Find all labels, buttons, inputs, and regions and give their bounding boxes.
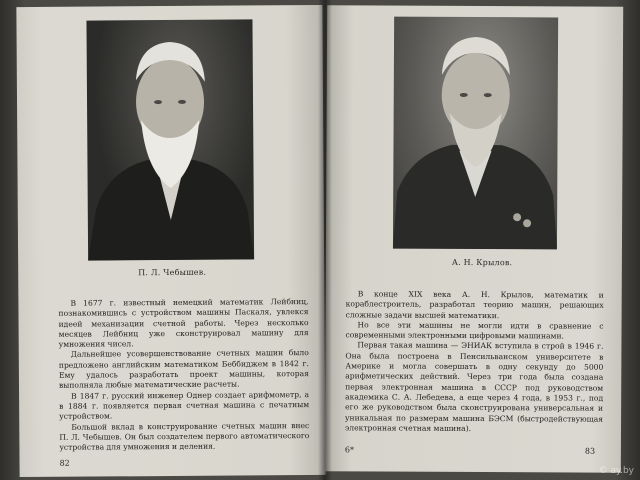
paragraph: Но все эти машины не могли идти в сравнение с современными электронными цифровыми машинами.	[345, 320, 604, 341]
page-number: 82	[59, 458, 70, 468]
portrait-chebyshev	[86, 19, 254, 260]
watermark: © ay.by	[598, 466, 634, 476]
page-number: 83	[584, 446, 596, 456]
left-page-body	[58, 297, 309, 453]
portrait-caption-krylov: А. Н. Крылов.	[451, 257, 513, 268]
right-page	[325, 5, 623, 473]
paragraph: В 1847 г. русский инженер Однер создает арифмометр, а в 1884 г. появляется первая счетная машина с печатным устройством.	[59, 389, 310, 422]
paragraph: Первая такая машина — ЭНИАК вступила в строй в 1946 г. Она была построена в Пенсильванском университете в Америке и могла совершать в одну секунду до 5000 арифметических действий. Через три года была создана первая электронная машина в СССР под руководством академика С. А. Лебедева, а еще через 4 года, в 1953 г., под его же руководством была сконструирована универсальная и уникальная по размерам машина БЭСМ (быстродействующая электронная счетная машина).	[344, 340, 604, 433]
paragraph: Большой вклад в конструирование счетных машин внес П. Л. Чебышев. Он был создателем первого автоматического устройства для умножения и деления.	[59, 420, 310, 452]
signature-mark: 6*	[344, 445, 355, 455]
paragraph: Дальнейшее усовершенствование счетных машин было предложено английским математиком Беббиджем в 1842 г. Ему удалось разработать проект машины, которая выполняла любые математические расчеты.	[58, 348, 309, 391]
portrait-krylov	[393, 17, 558, 250]
portrait-caption-chebyshev: П. Л. Чебышев.	[138, 267, 207, 278]
left-page	[16, 5, 325, 477]
paragraph: В 1677 г. известный немецкий математик Лейбниц, познакомившись с устройством машины Паскаля, увлекся идеей механизации счетной работы. Через несколько месяцев Лейбниц уже сконструировал машину для умножения чисел.	[58, 297, 309, 349]
right-page-body	[345, 289, 604, 435]
paragraph: В конце XIX века А. Н. Крылов, математик и кораблестроитель, разработал теорию машин, решающих сложные задачи высшей математики.	[345, 289, 604, 320]
book-gutter	[318, 0, 332, 480]
